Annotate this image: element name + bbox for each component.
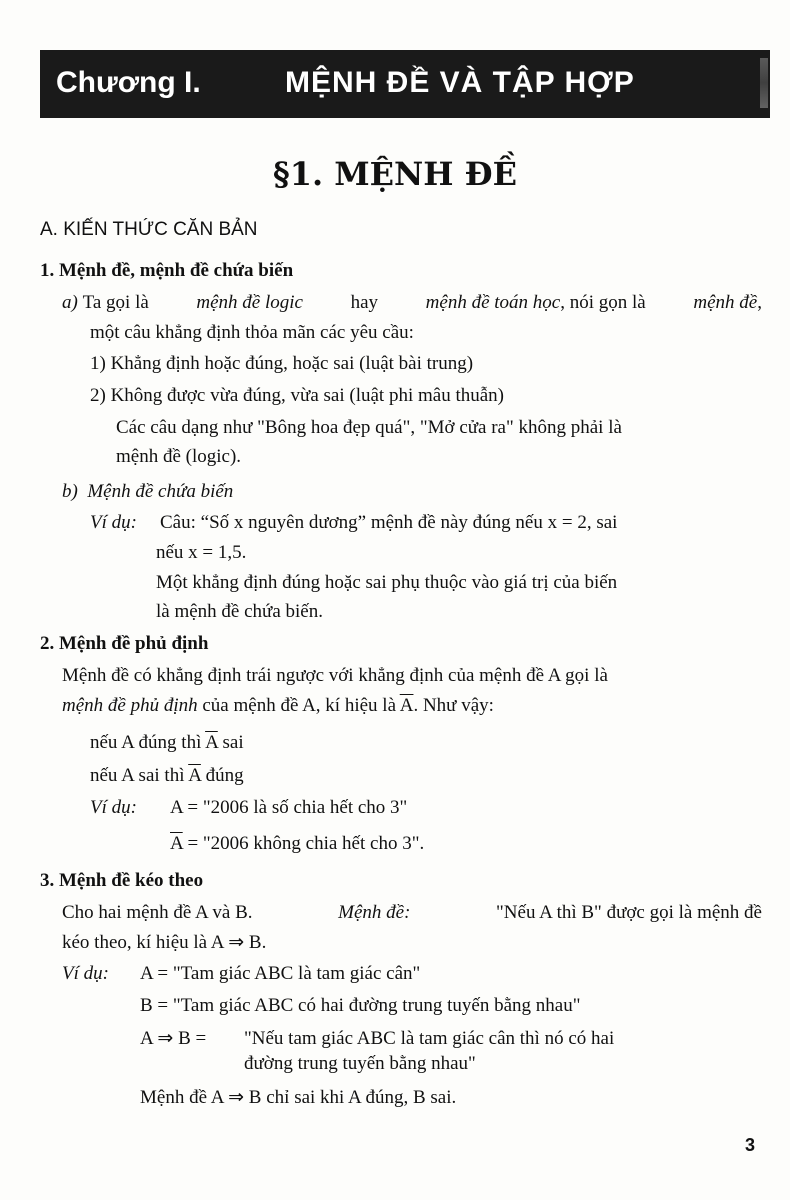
chapter-title: MỆNH ĐỀ VÀ TẬP HỢP — [285, 66, 635, 99]
s2-c1-pre: nếu A đúng thì — [90, 732, 202, 753]
s1-a-t3: hay — [350, 292, 379, 313]
s1-a-label: a) — [62, 292, 78, 313]
s1-a-t5: , nói gọn là — [560, 292, 646, 313]
s3-imp-rhs: "Nếu tam giác ABC là tam giác cân thì nó có hai — [244, 1028, 615, 1049]
s3-exA: A = "Tam giác ABC là tam giác cân" — [140, 963, 421, 984]
s1-a-t4: mệnh đề toán học — [425, 292, 561, 313]
s1-a-t2: mệnh đề logic — [196, 292, 303, 313]
s2-ex2-bar: $\overline{A}$ — [170, 833, 183, 854]
s2-line2-end: . Như vậy: — [413, 695, 494, 716]
s3-imp-lhs: A ⇒ B = — [140, 1028, 207, 1049]
s1-ex-line1: Câu: “Số x nguyên dương” mệnh đề này đúng nếu x = 2, sai — [160, 512, 618, 533]
s2-c2-bar: $\overline{A}$ — [188, 765, 201, 786]
s1-req2: 2) Không được vừa đúng, vừa sai (luật phi mâu thuẫn) — [90, 385, 504, 406]
s2-line2 — [62, 694, 494, 718]
s2-c2-pre: nếu A sai thì — [90, 765, 185, 786]
s1-a-t6: mệnh đề — [693, 292, 758, 313]
page-edge-mark — [760, 58, 768, 108]
s1-ex-line2: nếu x = 1,5. — [156, 542, 247, 563]
s1-a-t7: , — [757, 292, 762, 313]
s3-l1-a: Cho hai mệnh đề A và B. — [62, 902, 253, 923]
s1-ex-line3: Một khẳng định đúng hoặc sai phụ thuộc vào giá trị của biến — [156, 572, 618, 593]
s2-line1: Mệnh đề có khẳng định trái ngược với khẳng định của mệnh đề A gọi là — [62, 665, 608, 686]
s1-ex-line4: là mệnh đề chứa biến. — [156, 601, 323, 622]
s2-ex2 — [170, 832, 424, 856]
s3-line2: kéo theo, kí hiệu là A ⇒ B. — [62, 932, 267, 953]
s3-exB: B = "Tam giác ABC có hai đường trung tuyến bằng nhau" — [140, 995, 581, 1016]
s3-line1 — [62, 901, 762, 925]
s2-bar-a: $\overline{A}$ — [399, 695, 414, 716]
s1-note2: mệnh đề (logic). — [116, 446, 242, 467]
s2-line2-it: mệnh đề phủ định — [62, 695, 198, 716]
s1-b-label: b) — [62, 481, 78, 502]
s1-a-line1 — [62, 291, 762, 315]
s3-imp-rhs2: đường trung tuyến bằng nhau" — [244, 1053, 476, 1074]
part-a-heading: A. KIẾN THỨC CĂN BẢN — [40, 219, 258, 240]
s2-c1-post: sai — [222, 732, 244, 753]
s1-heading: 1. Mệnh đề, mệnh đề chứa biến — [40, 260, 294, 281]
s1-ex-label: Ví dụ: — [90, 512, 137, 533]
s1-note1: Các câu dạng như "Bông hoa đẹp quá", "Mở cửa ra" không phải là — [116, 417, 622, 438]
s3-ex-label: Ví dụ: — [62, 963, 109, 984]
s2-case2 — [90, 764, 244, 788]
s2-ex-label: Ví dụ: — [90, 797, 137, 818]
s1-req1: 1) Khẳng định hoặc đúng, hoặc sai (luật bài trung) — [90, 353, 474, 374]
section-title: §1. MỆNH ĐỀ — [272, 155, 518, 193]
chapter-banner — [40, 50, 770, 118]
page-number: 3 — [745, 1135, 756, 1155]
s1-a-line2: một câu khẳng định thỏa mãn các yêu cầu: — [90, 322, 414, 343]
s1-a-t1: Ta gọi là — [82, 292, 149, 313]
s2-c2-post: đúng — [205, 765, 244, 786]
s2-c1-bar: $\overline{A}$ — [205, 732, 218, 753]
s1-b-line — [62, 480, 233, 504]
s2-line2-t: của mệnh đề A, kí hiệu là — [202, 695, 397, 716]
s2-ex2-text: = "2006 không chia hết cho 3". — [187, 833, 425, 854]
s1-b-title: Mệnh đề chứa biến — [87, 481, 234, 502]
s3-final: Mệnh đề A ⇒ B chỉ sai khi A đúng, B sai. — [140, 1087, 457, 1108]
s2-heading: 2. Mệnh đề phủ định — [40, 633, 209, 654]
s3-l1-b: "Nếu A thì B" được gọi là mệnh đề — [496, 902, 762, 923]
s3-heading: 3. Mệnh đề kéo theo — [40, 870, 204, 891]
s2-case1 — [90, 731, 244, 755]
s3-l1-it: Mệnh đề: — [338, 902, 411, 923]
chapter-number: Chương I. — [56, 66, 201, 99]
s2-ex1: A = "2006 là số chia hết cho 3" — [170, 797, 408, 818]
